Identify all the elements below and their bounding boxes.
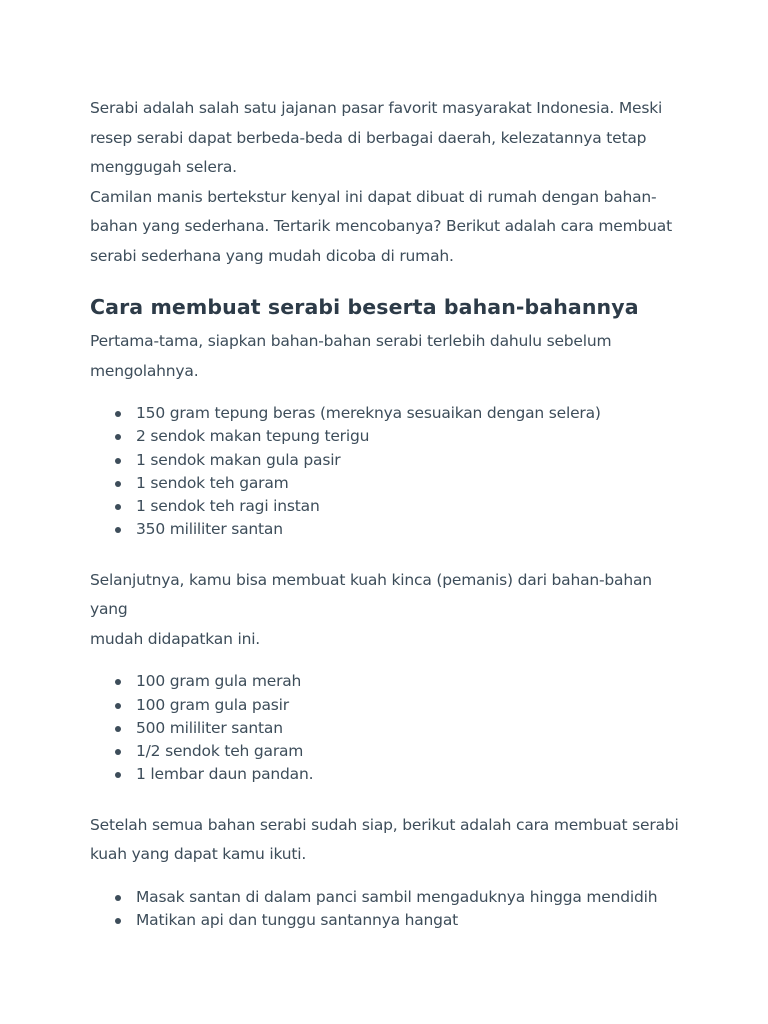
list-item xyxy=(90,425,690,448)
list-item xyxy=(90,518,690,541)
bullet-icon xyxy=(115,434,121,440)
list-item xyxy=(90,886,690,909)
list-item-text: 500 mililiter santan xyxy=(136,718,283,737)
bullet-icon xyxy=(115,527,121,533)
list-item xyxy=(90,495,690,518)
bullet-icon xyxy=(115,703,121,709)
ingredients-intro: Pertama-tama, siapkan bahan-bahan serabi terlebih dahulu sebelum mengolahnya. xyxy=(90,332,612,380)
bullet-icon xyxy=(115,772,121,778)
bullet-icon xyxy=(115,918,121,924)
list-item-text: 100 gram gula pasir xyxy=(136,695,289,714)
list-item-text: Matikan api dan tunggu santannya hangat xyxy=(136,911,458,930)
list-item xyxy=(90,402,690,425)
list-item-text: 1 sendok teh garam xyxy=(136,473,289,492)
list-item-text: 350 mililiter santan xyxy=(136,520,283,539)
list-item-text: 1 sendok teh ragi instan xyxy=(136,497,320,516)
list-item xyxy=(90,694,690,717)
list-item-text: 1 lembar daun pandan. xyxy=(136,765,314,784)
list-item-text: 150 gram tepung beras (mereknya sesuaikan dengan selera) xyxy=(136,404,601,422)
list-item-text: 1 sendok makan gula pasir xyxy=(136,450,341,469)
intro-paragraph-1: Serabi adalah salah satu jajanan pasar favorit masyarakat Indonesia. Meski resep serabi dapat berbeda-beda di berbagai daerah, kelezatannya tetap menggugah selera. xyxy=(90,99,663,176)
kinca-intro: Selanjutnya, kamu bisa membuat kuah kinca (pemanis) dari bahan-bahan yang mudah didapatkan ini. xyxy=(90,570,652,648)
intro-paragraph-2: Camilan manis bertekstur kenyal ini dapat dibuat di rumah dengan bahan- bahan yang sederhana. Tertarik mencobanya? Berikut adalah cara membuat serabi sederhana yang mudah dicoba di rumah. xyxy=(90,187,672,265)
bullet-icon xyxy=(115,481,121,487)
steps-list xyxy=(90,886,690,933)
section-heading: Cara membuat serabi beserta bahan-bahannya xyxy=(90,295,639,319)
bullet-icon xyxy=(115,726,121,732)
list-item xyxy=(90,670,690,693)
bullet-icon xyxy=(115,679,121,685)
bullet-icon xyxy=(115,504,121,510)
list-item-text: 100 gram gula merah xyxy=(136,672,302,691)
steps-intro: Setelah semua bahan serabi sudah siap, berikut adalah cara membuat serabi kuah yang dapat kamu ikuti. xyxy=(90,815,679,864)
list-item xyxy=(90,717,690,740)
list-item-text: 2 sendok makan tepung terigu xyxy=(136,427,370,446)
list-item xyxy=(90,740,690,763)
list-item-text: 1/2 sendok teh garam xyxy=(136,742,304,761)
ingredients-list xyxy=(90,402,690,542)
bullet-icon xyxy=(115,458,121,464)
kinca-ingredients-list xyxy=(90,670,690,786)
list-item xyxy=(90,449,690,472)
bullet-icon xyxy=(115,749,121,755)
list-item xyxy=(90,472,690,495)
list-item xyxy=(90,909,690,932)
list-item xyxy=(90,763,690,786)
list-item-text: Masak santan di dalam panci sambil mengaduknya hingga mendidih xyxy=(136,887,658,906)
article-body xyxy=(90,94,690,932)
bullet-icon xyxy=(115,411,121,417)
bullet-icon xyxy=(115,895,121,901)
